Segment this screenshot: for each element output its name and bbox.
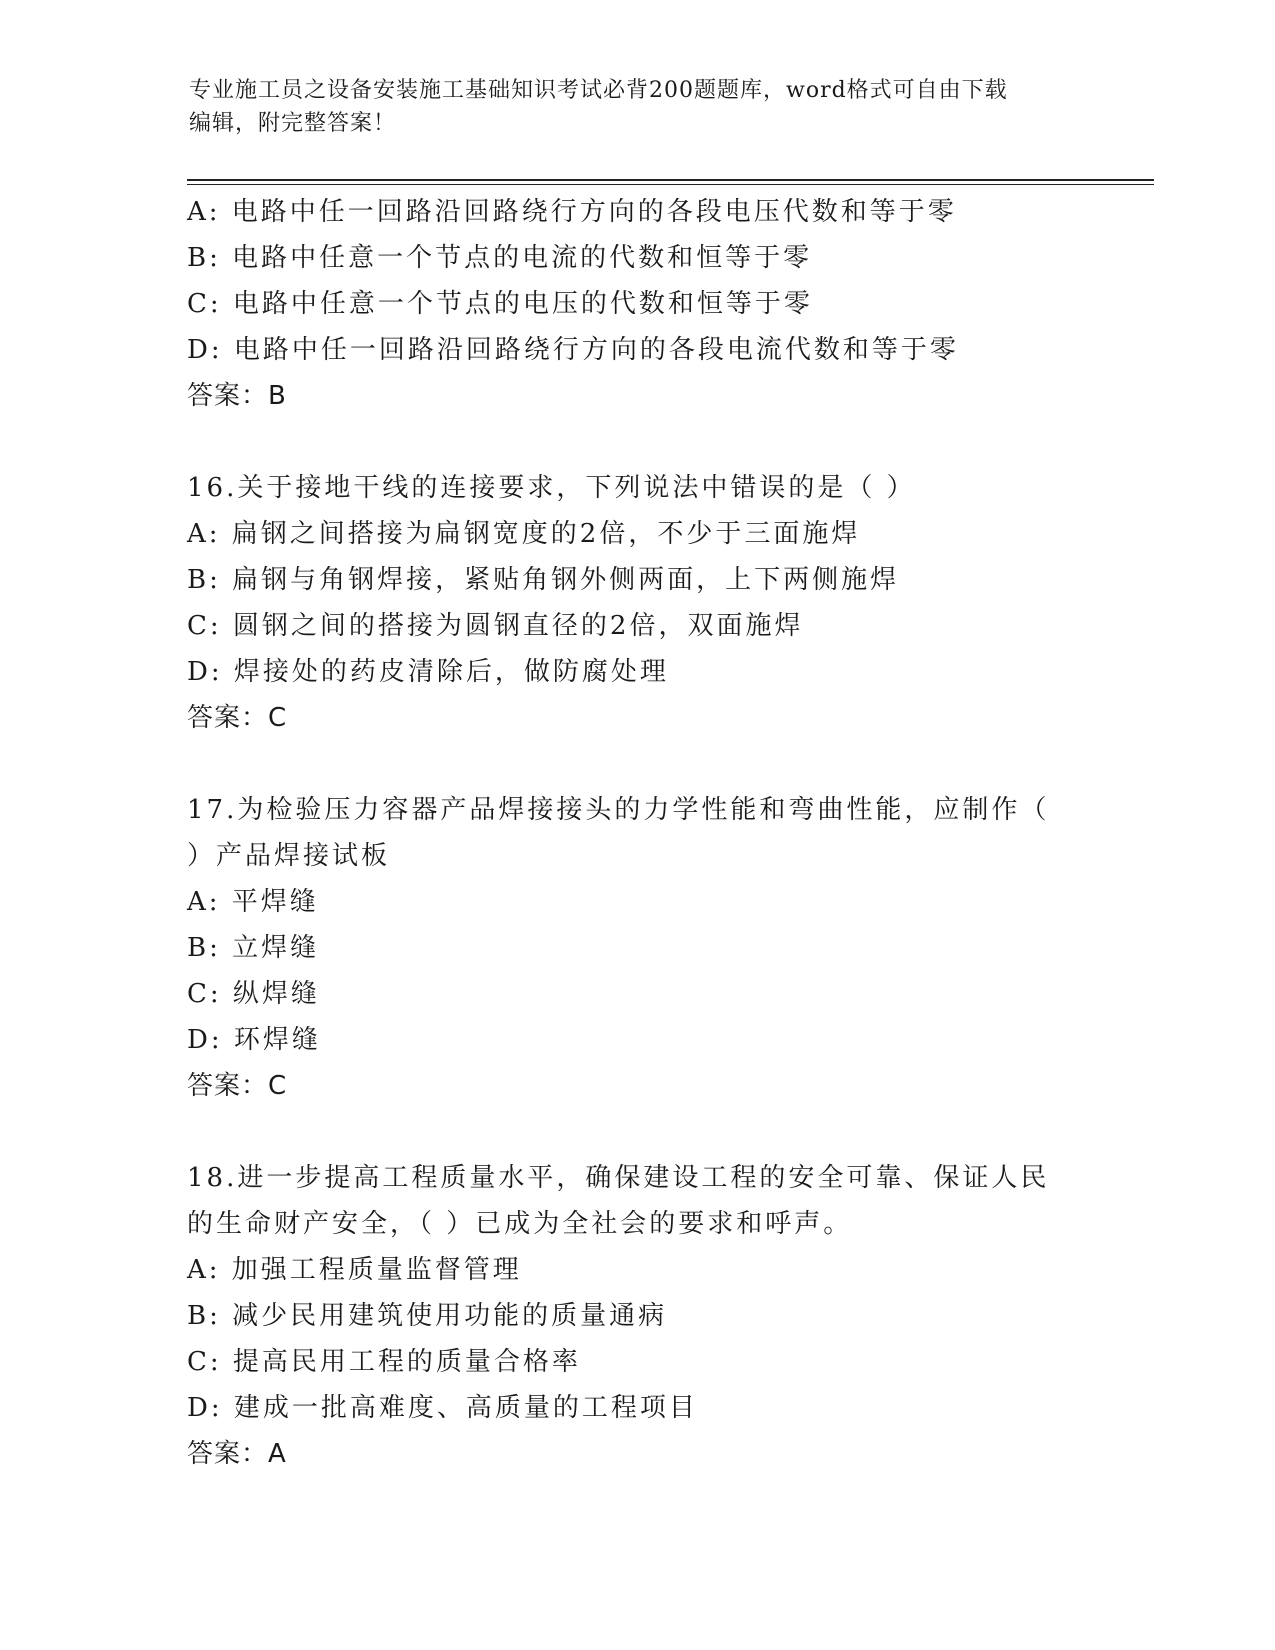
option-d: D: 建成一批高难度、高质量的工程项目 [187,1393,698,1423]
answer-label: 答案：C [187,703,288,733]
answer-label: 答案：A [187,1439,287,1469]
question-16 [187,465,1087,741]
header-divider-thick [187,179,1154,181]
option-b: B: 立焊缝 [187,933,320,963]
answer-label: 答案：C [187,1071,288,1101]
option-c: C: 纵焊缝 [187,979,320,1009]
question-18 [187,1155,1087,1477]
document-header [189,74,1089,140]
option-b: B: 减少民用建筑使用功能的质量通病 [187,1301,668,1331]
option-d: D: 环焊缝 [187,1025,321,1055]
question-stem: 18.进一步提高工程质量水平，确保建设工程的安全可靠、保证人民的生命财产安全，（ ）已成为全社会的要求和呼声。 [187,1163,1050,1239]
option-c: C: 电路中任意一个节点的电压的代数和恒等于零 [187,289,813,319]
option-c: C: 圆钢之间的搭接为圆钢直径的2倍，双面施焊 [187,611,804,641]
option-c: C: 提高民用工程的质量合格率 [187,1347,581,1377]
option-d: D: 电路中任一回路沿回路绕行方向的各段电流代数和等于零 [187,335,959,365]
question-stem: 17.为检验压力容器产品焊接接头的力学性能和弯曲性能，应制作（ ）产品焊接试板 [187,795,1050,871]
option-a: A: 电路中任一回路沿回路绕行方向的各段电压代数和等于零 [187,197,957,227]
option-b: B: 扁钢与角钢焊接，紧贴角钢外侧两面，上下两侧施焊 [187,565,900,595]
header-title-line-1: 专业施工员之设备安装施工基础知识考试必背200题题库，word格式可自由下载 [189,78,1008,103]
question-15 [187,189,1087,419]
option-d: D: 焊接处的药皮清除后，做防腐处理 [187,657,669,687]
header-title-line-2: 编辑，附完整答案！ [189,111,397,136]
answer-label: 答案：B [187,381,287,411]
question-stem: 16.关于接地干线的连接要求，下列说法中错误的是（ ） [187,473,916,503]
option-a: A: 平焊缝 [187,887,319,917]
header-divider-thin [187,184,1154,185]
option-a: A: 扁钢之间搭接为扁钢宽度的2倍，不少于三面施焊 [187,519,861,549]
question-list [187,189,1087,1477]
option-a: A: 加强工程质量监督管理 [187,1255,522,1285]
question-17 [187,787,1087,1109]
option-b: B: 电路中任意一个节点的电流的代数和恒等于零 [187,243,813,273]
